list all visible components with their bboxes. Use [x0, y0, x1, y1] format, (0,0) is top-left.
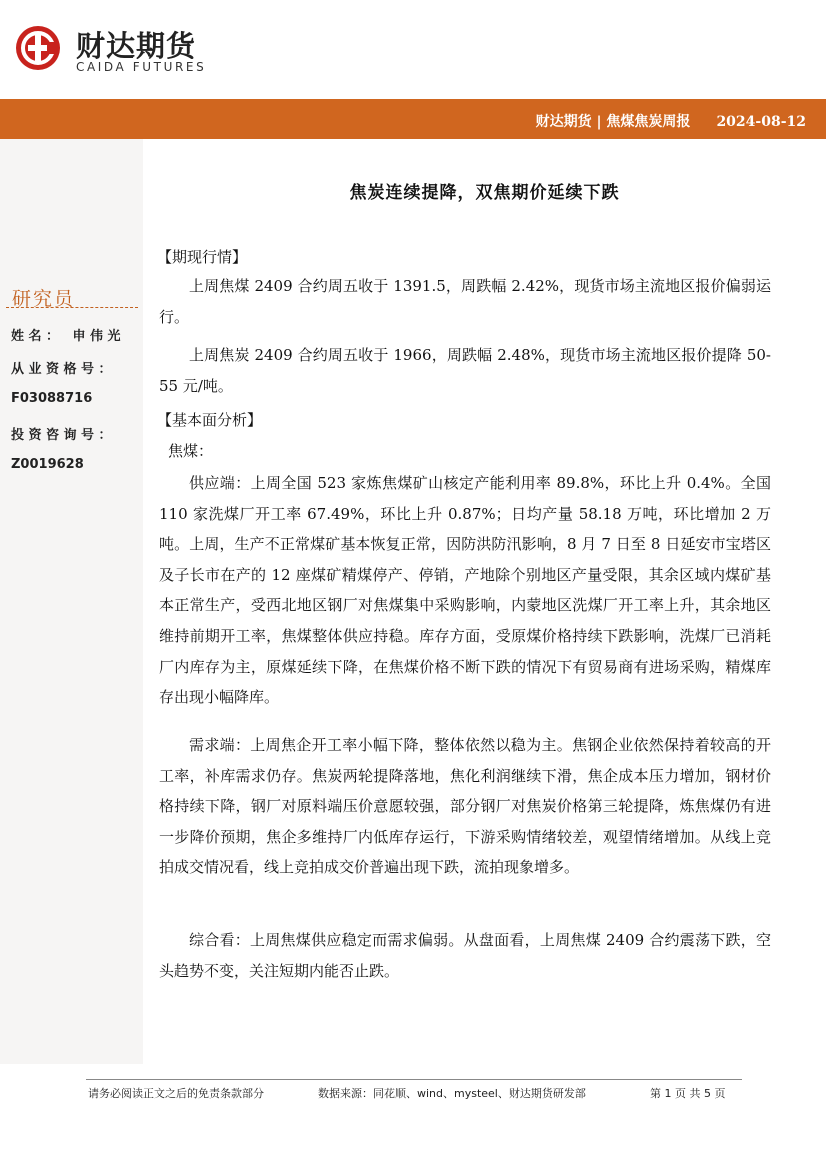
section-heading-market: 【期现行情】 [157, 248, 248, 266]
name-value: 申伟光 [72, 329, 126, 344]
footer-disclaimer: 请务必阅读正文之后的免责条款部分 [88, 1087, 264, 1100]
company-name-cn: 财达期货 [76, 29, 197, 63]
qualification-number: F03088716 [11, 391, 93, 406]
caida-logo-icon [14, 24, 62, 72]
market-paragraph-coke: 上周焦炭 2409 合约周五收于 1966，周跌幅 2.48%，现货市场主流地区报价提降 50-55 元/吨。 [159, 346, 771, 395]
footer-page-number: 第 1 页 共 5 页 [650, 1087, 726, 1100]
name-label: 姓名： [11, 329, 64, 344]
demand-paragraph: 需求端：上周焦企开工率小幅下降，整体依然以稳为主。焦钢企业依然保持着较高的开工率，补库需求仍存。焦炭两轮提降落地，焦化利润继续下滑，焦企成本压力增加，钢材价格持续下降，钢厂对原料端压价意愿较强，部分钢厂对焦炭价格第三轮提降，炼焦煤仍有进一步降价预期，焦企多维持厂内低库存运行，下游采购情绪较差，观望情绪增加。从线上竞拍成交情况看，线上竞拍成交价普遍出现下跌，流拍现象增多。 [159, 736, 771, 877]
researcher-divider [6, 307, 138, 308]
advisor-label: 投资咨询号： [11, 428, 117, 443]
sidebar [0, 139, 143, 1064]
coking-coal-label: 焦煤： [168, 442, 214, 460]
researcher-name [11, 325, 125, 344]
report-date: 2024-08-12 [716, 114, 806, 130]
report-series: 财达期货 | 焦煤焦炭周报 [535, 114, 691, 130]
qualification-label: 从业资格号： [11, 362, 117, 377]
researcher-title: 研究员 [12, 288, 76, 310]
report-title: 焦炭连续提降，双焦期价延续下跌 [349, 183, 620, 203]
summary-paragraph: 综合看：上周焦煤供应稳定而需求偏弱。从盘面看，上周焦煤 2409 合约震荡下跌，空头趋势不变，关注短期内能否止跌。 [159, 931, 771, 980]
market-paragraph-coking-coal: 上周焦煤 2409 合约周五收于 1391.5，周跌幅 2.42%，现货市场主流地区报价偏弱运行。 [159, 277, 771, 326]
company-name-en: CAIDA FUTURES [76, 60, 207, 74]
footer-source: 数据来源：同花顺、wind、mysteel、财达期货研发部 [318, 1087, 586, 1100]
banner-text [536, 111, 806, 131]
advisor-number: Z0019628 [11, 457, 84, 472]
footer-divider [86, 1079, 742, 1080]
header-banner [0, 99, 826, 139]
section-heading-fundamentals: 【基本面分析】 [157, 411, 263, 429]
supply-paragraph: 供应端：上周全国 523 家炼焦煤矿山核定产能利用率 89.8%，环比上升 0.4%。全国 110 家洗煤厂开工率 67.49%，环比上升 0.87%；日均产量 58.18 万吨，环比增加 2 万吨。上周，生产不正常煤矿基本恢复正常，因防洪防汛影响，8 月 7 日至 8 日延安市宝塔区及子长市在产的 12 座煤矿精煤停产、停销，产地除个别地区产量受限，其余区域内煤矿基本正常生产，受西北地区钢厂对焦煤集中采购影响，内蒙地区洗煤厂开工率上升，其余地区维持前期开工率，焦煤整体供应持稳。库存方面，受原煤价格持续下跌影响，洗煤厂已消耗厂内库存为主，原煤延续下降，在焦煤价格不断下跌的情况下有贸易商有进场采购，精煤库存出现小幅降库。 [159, 474, 771, 707]
